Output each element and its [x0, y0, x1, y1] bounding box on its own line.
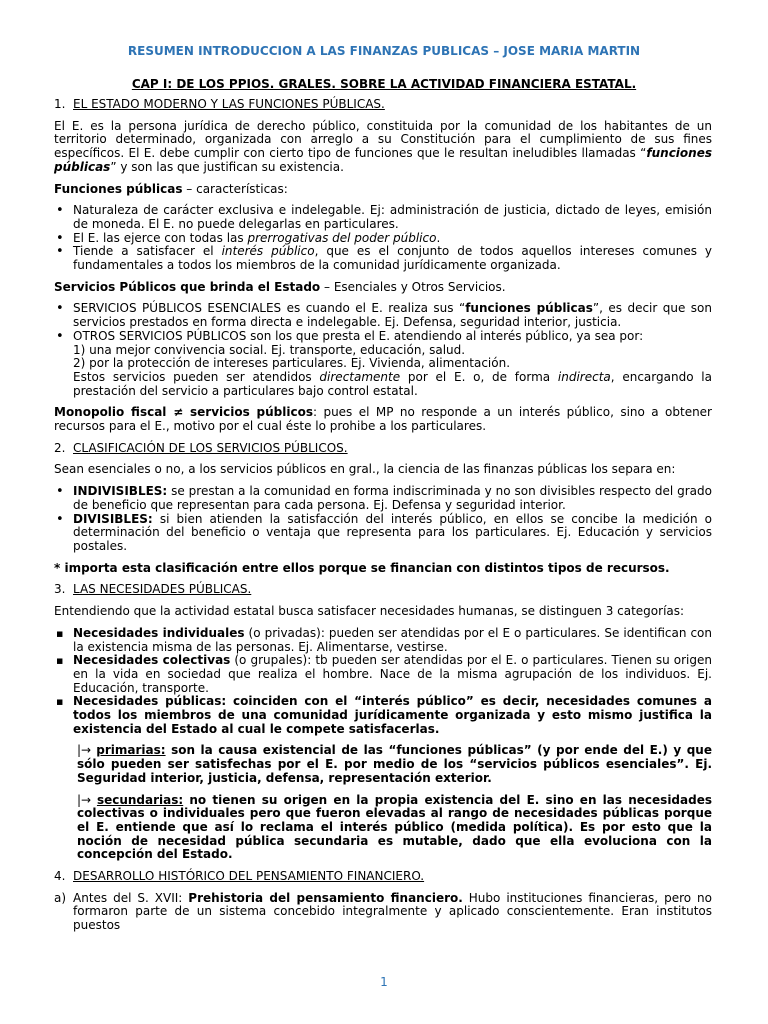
- bullet-list: [54, 485, 712, 554]
- paragraph: Entendiendo que la actividad estatal busca satisfacer necesidades humanas, se distinguen 3 categorías:: [54, 604, 685, 619]
- chapter-heading: CAP I: DE LOS PPIOS. GRALES. SOBRE LA ACTIVIDAD FINANCIERA ESTATAL.: [131, 77, 637, 91]
- paragraph: Sean esenciales o no, a los servicios públicos en gral., la ciencia de las finanzas públicas los separa en:: [54, 462, 676, 477]
- paragraph: Servicios Públicos que brinda el Estado – Esenciales y Otros Servicios.: [54, 279, 506, 294]
- paragraph: |→ secundarias: no tienen su origen en la propia existencia del E. sino en las necesidades colectivas o individuales pero que fueron elevadas al rango de necesidades públicas porque el E. entiende que así lo reclama el interés público (medida política). Es por esto que la noción de necesidad pública secundaria es mutable, dado que ella evoluciona con la concepción del Estado.: [77, 792, 712, 862]
- list-item: ▪ Necesidades colectivas (o grupales): tb pueden ser atendidas por el E. o particulares. Tienen su origen en la vida en sociedad que realiza el hombre. Nace de la misma agrupación de los individuos. Ej. Educación, transporte.: [54, 654, 712, 695]
- list-item: • INDIVISIBLES: se prestan a la comunidad en forma indiscriminada y no son divisibles respecto del grado de beneficio que representan para cada persona. Ej. Defensa y seguridad interior.: [54, 485, 712, 512]
- list-item: • El E. las ejerce con todas las prerrogativas del poder público.: [54, 232, 712, 246]
- note: * importa esta clasificación entre ellos porque se financian con distintos tipos de recursos.: [54, 560, 670, 575]
- page-number: 1: [380, 975, 388, 989]
- paragraph: Funciones públicas – características:: [54, 181, 288, 196]
- section-heading: 3. LAS NECESIDADES PÚBLICAS.: [54, 582, 252, 597]
- list-item: • Naturaleza de carácter exclusiva e indelegable. Ej: administración de justicia, dictado de leyes, emisión de moneda. El E. no puede delegarlas en particulares.: [54, 204, 712, 231]
- list-item: ▪ Necesidades individuales (o privadas): pueden ser atendidas por el E o particulares. Se identifican con la existencia misma de las personas. Ej. Alimentarse, vestirse.: [54, 627, 712, 654]
- paragraph: |→ primarias: son la causa existencial de las “funciones públicas” (y por ende del E.) y que sólo pueden ser satisfechas por el E. por medio de los “servicios públicos esenciales”. Ej. Seguridad interior, justicia, defensa, representación exterior.: [77, 743, 712, 785]
- list-item: • DIVISIBLES: si bien atienden la satisfacción del interés público, en ellos se concibe la medición o determinación del beneficio o ventaja que representa para los particulares. Ej. Educación y servicios postales.: [54, 513, 712, 554]
- list-item: ▪ Necesidades públicas: coinciden con el “interés público” es decir, necesidades comunes a todos los miembros de una comunidad jurídicamente organizada y esto mismo justifica la existencia del Estado al cual le compete satisfacerlas.: [54, 695, 712, 736]
- bullet-list: [54, 204, 712, 273]
- document-body: [54, 98, 712, 933]
- section-heading: 4. DESARROLLO HISTÓRICO DEL PENSAMIENTO FINANCIERO.: [54, 869, 425, 884]
- section-heading: 2. CLASIFICACIÓN DE LOS SERVICIOS PÚBLICOS.: [54, 440, 348, 455]
- bullet-list: [54, 627, 712, 737]
- section-heading: 1. EL ESTADO MODERNO Y LAS FUNCIONES PÚBLICAS.: [54, 97, 385, 111]
- document-title: RESUMEN INTRODUCCION A LAS FINANZAS PUBLICAS – JOSE MARIA MARTIN: [127, 44, 641, 58]
- bullet-list: [54, 302, 712, 398]
- list-item: • SERVICIOS PÚBLICOS ESENCIALES es cuando el E. realiza sus “funciones públicas”, es decir que son servicios prestados en forma directa e indelegable. Ej. Defensa, seguridad interior, justicia.: [54, 302, 712, 329]
- list-item: • Tiende a satisfacer el interés público, que es el conjunto de todos aquellos intereses comunes y fundamentales a todos los miembros de la comunidad jurídicamente organizada.: [54, 245, 712, 272]
- paragraph: Monopolio fiscal ≠ servicios públicos: pues el MP no responde a un interés público, sino a obtener recursos para el E., motivo por el cual éste lo prohibe a los particulares.: [54, 405, 712, 434]
- list-item: • OTROS SERVICIOS PÚBLICOS son los que presta el E. atendiendo al interés público, ya sea por: 1) una mejor convivencia social. Ej. transporte, educación, salud. 2) por la protección de intereses particulares. Ej. Vivienda, alimentación. Estos servicios pueden ser atendidos directamente por el E. o, de forma indirecta, encargando la prestación del servicio a particulares bajo control estatal.: [54, 330, 712, 399]
- paragraph: El E. es la persona jurídica de derecho público, constituida por la comunidad de los habitantes de un territorio determinado, organizada con arreglo a su Constitución para el cumplimiento de sus fines específicos. El E. debe cumplir con cierto tipo de funciones que le resultan ineludibles llamadas “funciones públicas” y son las que justifican su existencia.: [54, 118, 712, 174]
- list-item: a) Antes del S. XVII: Prehistoria del pensamiento financiero. Hubo instituciones financieras, pero no formaron parte de un sistema concebido integralmente y aplicado conscientemente. Eran institutos puestos: [54, 890, 712, 933]
